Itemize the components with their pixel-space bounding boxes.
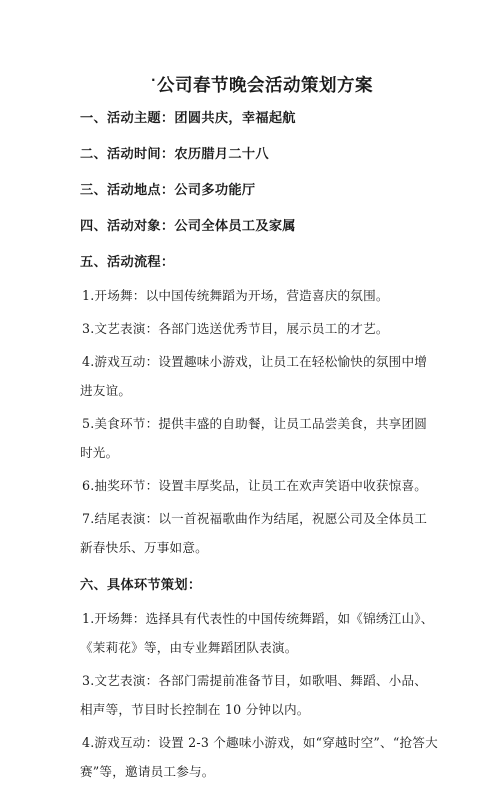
flow-item-closing: 7.结尾表演：以一首祝福歌曲作为结尾，祝愿公司及全体员工新春快乐、万事如意。 [80, 511, 428, 555]
flow-item-performance: 3.文艺表演：各部门选送优秀节目，展示员工的才艺。 [82, 321, 389, 336]
detail-item-opening-dance: 1.开场舞：选择具有代表性的中国传统舞蹈，如《锦绣江山》、《茉莉花》等，由专业舞蹈团队表演。 [80, 611, 434, 655]
title-text: 公司春节晚会活动策划方案 [157, 76, 374, 96]
flow-item-opening-dance: 1.开场舞：以中国传统舞蹈为开场，营造喜庆的氛围。 [82, 288, 389, 303]
title-mark: · [150, 73, 157, 87]
heading-details: 六、具体环节策划： [80, 578, 202, 593]
document-title [80, 66, 438, 100]
flow-item-lottery: 6.抽奖环节：设置丰厚奖品，让员工在欢声笑语中收获惊喜。 [82, 478, 428, 493]
heading-time: 二、活动时间：农历腊月二十八 [80, 147, 269, 162]
heading-theme: 一、活动主题：团圆共庆，幸福起航 [80, 111, 296, 126]
detail-item-performance: 3.文艺表演：各部门需提前准备节目，如歌唱、舞蹈、小品、相声等，节目时长控制在 10 分钟以内。 [80, 673, 428, 717]
flow-item-games: 4.游戏互动：设置趣味小游戏，让员工在轻松愉快的氛围中增进友谊。 [80, 354, 428, 398]
flow-item-food: 5.美食环节：提供丰盛的自助餐，让员工品尝美食，共享团圆时光。 [80, 416, 428, 460]
heading-location: 三、活动地点：公司多功能厅 [80, 183, 256, 198]
heading-audience: 四、活动对象：公司全体员工及家属 [80, 219, 296, 234]
heading-flow: 五、活动流程： [80, 255, 175, 270]
detail-item-games: 4.游戏互动：设置 2-3 个趣味小游戏，如“穿越时空”、“抢答大赛”等，邀请员工参与。 [80, 735, 438, 779]
